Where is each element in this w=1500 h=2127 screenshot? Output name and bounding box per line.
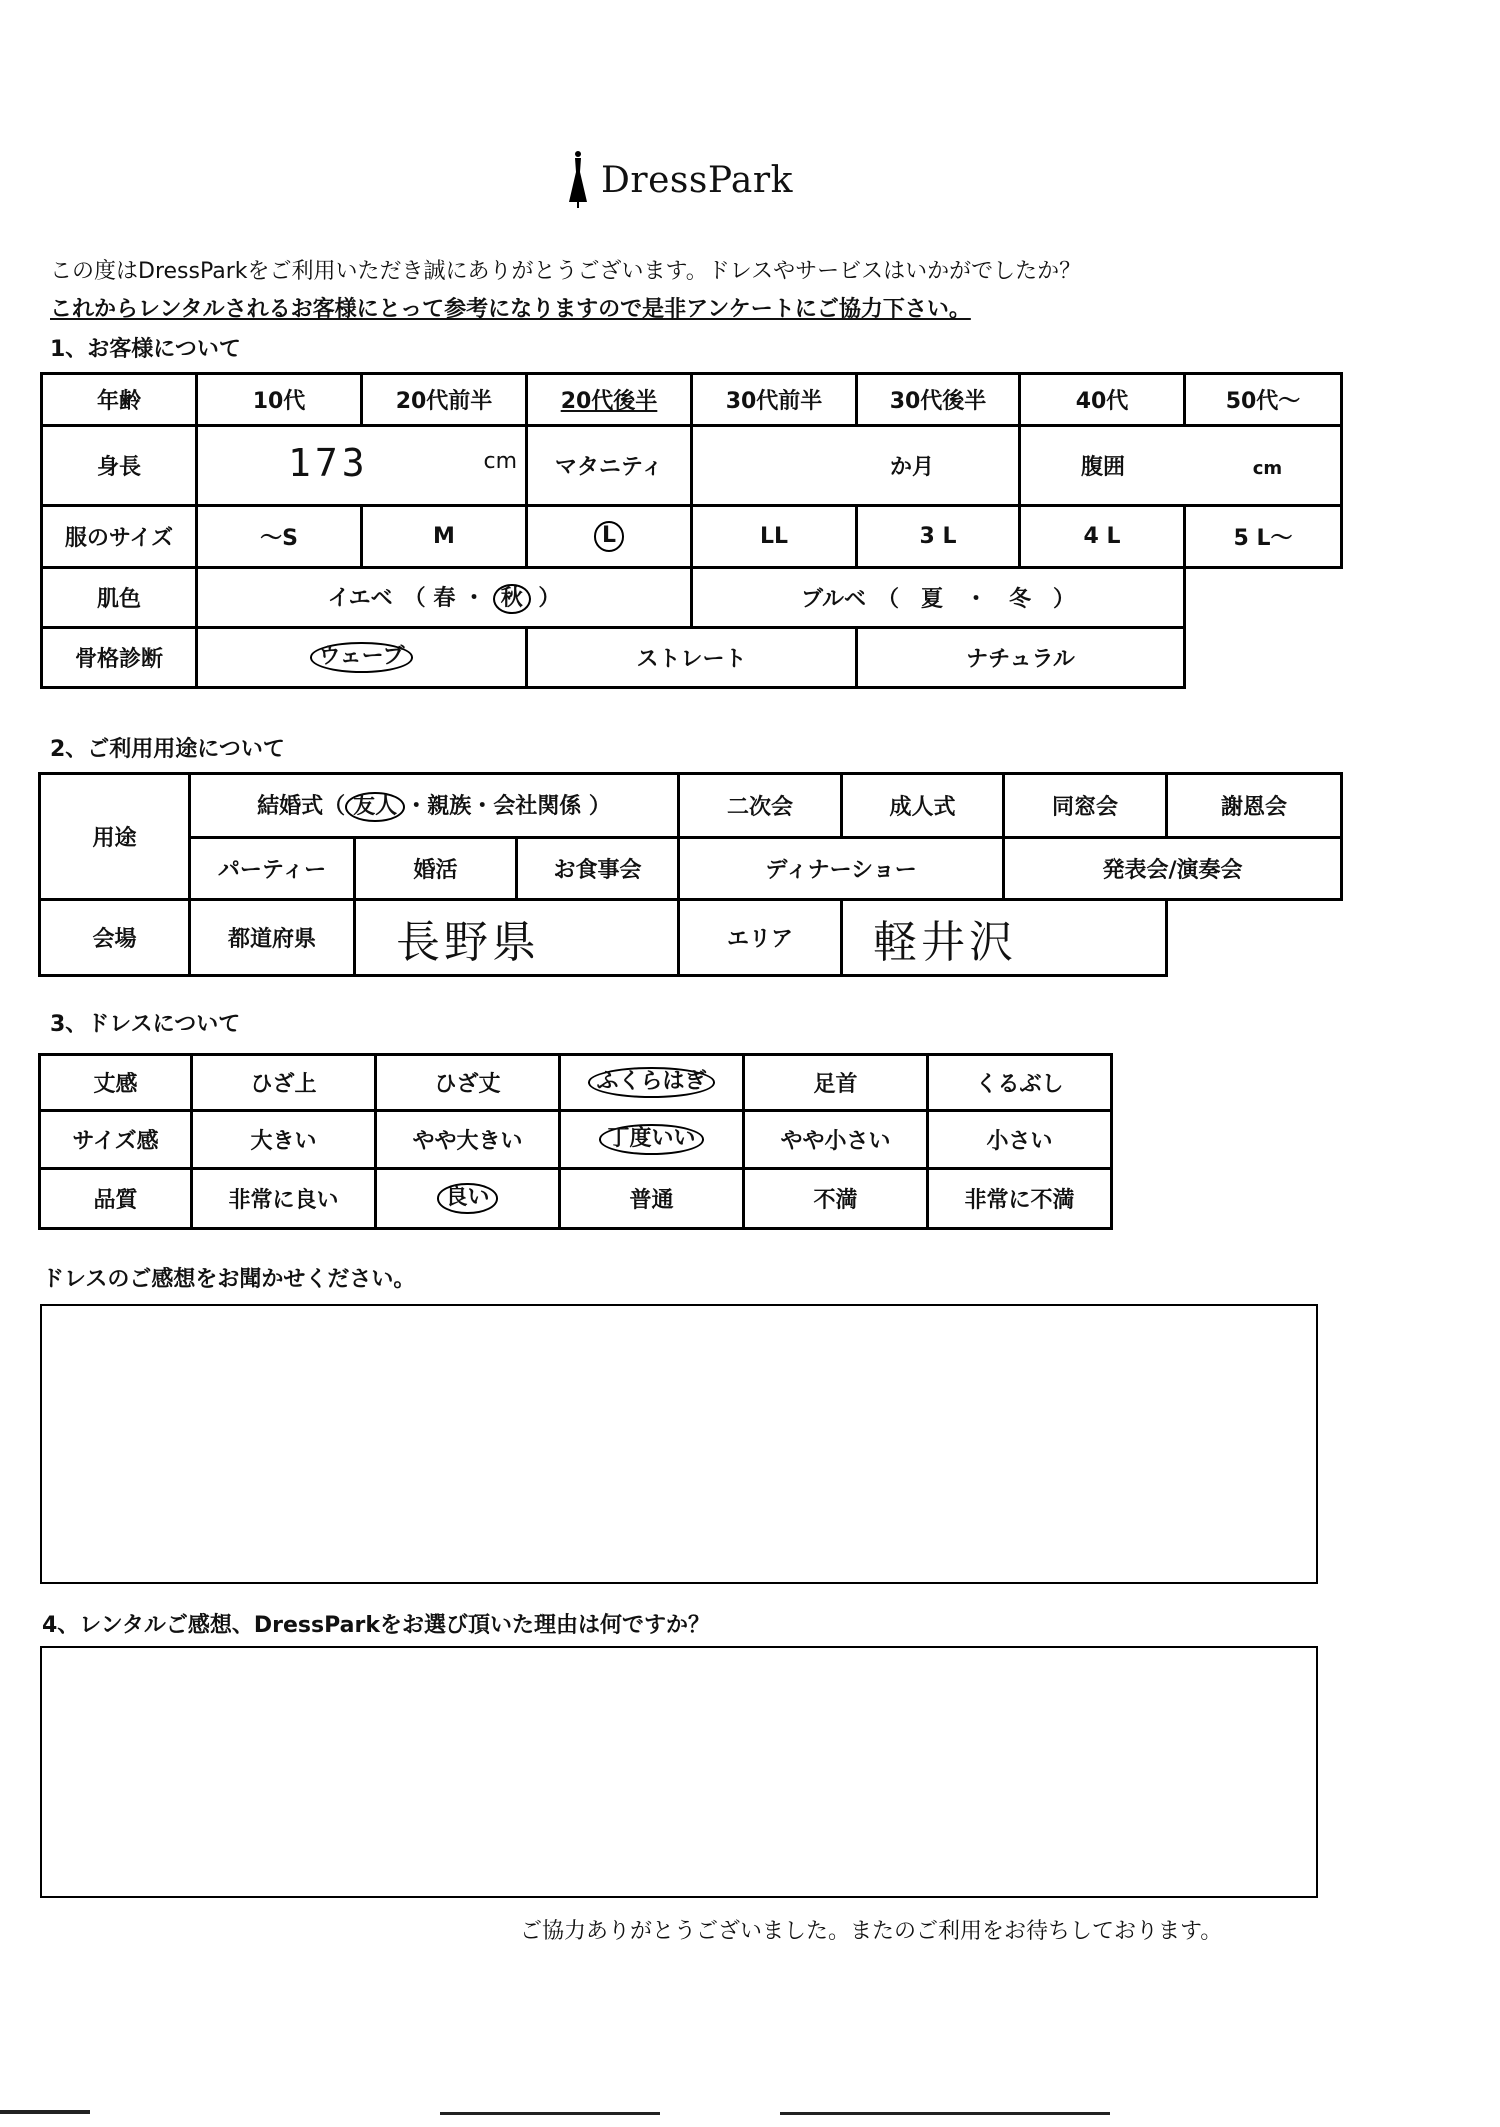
section-2-title: 2、ご利用用途について <box>50 737 285 762</box>
quality-option[interactable]: 不満 <box>744 1169 928 1229</box>
prefecture-field[interactable] <box>355 900 679 976</box>
age-option[interactable]: 30代前半 <box>692 374 857 426</box>
usage-row-2 <box>40 838 1342 900</box>
usage-option[interactable]: 成人式 <box>842 774 1004 838</box>
quality-option-selected[interactable] <box>376 1169 560 1229</box>
venue-row <box>40 900 1342 976</box>
quality-option[interactable]: 普通 <box>560 1169 744 1229</box>
waist-label: 腹囲 <box>1081 455 1126 480</box>
usage-option[interactable]: 謝恩会 <box>1167 774 1342 838</box>
usage-option[interactable]: 二次会 <box>679 774 842 838</box>
selected-fit: 丁度いい <box>599 1124 703 1154</box>
fit-option[interactable]: やや大きい <box>376 1111 560 1169</box>
dress-comment-prompt: ドレスのご感想をお聞かせください。 <box>42 1267 416 1292</box>
size-option[interactable]: 3 L <box>857 506 1020 568</box>
fit-option-selected[interactable] <box>560 1111 744 1169</box>
size-option[interactable]: LL <box>692 506 857 568</box>
height-unit: cm <box>483 449 517 474</box>
waist-unit: cm <box>1252 458 1283 479</box>
skin-row <box>42 568 1342 628</box>
autumn-option-selected[interactable]: 秋 <box>493 584 531 614</box>
scan-edge-mark <box>780 2112 1110 2115</box>
section-4-title: 4、レンタルご感想、DressParkをお選び頂いた理由は何ですか？ <box>42 1613 710 1638</box>
selected-quality: 良い <box>437 1183 497 1213</box>
area-value: 軽井沢 <box>873 916 1018 968</box>
venue-label: 会場 <box>40 900 190 976</box>
months-unit: か月 <box>889 455 934 480</box>
frame-option[interactable]: ナチュラル <box>857 628 1185 688</box>
length-row <box>40 1055 1112 1111</box>
quality-option[interactable]: 非常に不満 <box>928 1169 1112 1229</box>
age-option[interactable]: 20代前半 <box>362 374 527 426</box>
selected-size: L <box>594 521 624 551</box>
usage-option[interactable]: 婚活 <box>355 838 517 900</box>
age-option[interactable]: 30代後半 <box>857 374 1020 426</box>
age-option[interactable]: 50代～ <box>1185 374 1342 426</box>
size-option[interactable]: 5 L～ <box>1185 506 1342 568</box>
yellow-base-option[interactable] <box>197 568 692 628</box>
age-option-selected[interactable] <box>527 374 692 426</box>
quality-label: 品質 <box>40 1169 192 1229</box>
height-row <box>42 426 1342 506</box>
selected-frame: ウェーブ <box>310 642 412 672</box>
fit-option[interactable]: 大きい <box>192 1111 376 1169</box>
frame-label: 骨格診断 <box>42 628 197 688</box>
yellow-base-close: ） <box>538 585 561 611</box>
usage-table <box>38 772 1343 977</box>
length-label: 丈感 <box>40 1055 192 1111</box>
size-option[interactable]: 4 L <box>1020 506 1185 568</box>
size-option[interactable]: M <box>362 506 527 568</box>
fit-option[interactable]: やや小さい <box>744 1111 928 1169</box>
frame-option[interactable]: ストレート <box>527 628 857 688</box>
length-option[interactable]: くるぶし <box>928 1055 1112 1111</box>
dress-table <box>38 1053 1113 1230</box>
size-row <box>42 506 1342 568</box>
usage-row-1 <box>40 774 1342 838</box>
size-option-selected[interactable] <box>527 506 692 568</box>
size-label: 服のサイズ <box>42 506 197 568</box>
empty-cell <box>1185 568 1342 628</box>
logo <box>565 150 793 210</box>
quality-row <box>40 1169 1112 1229</box>
age-option[interactable]: 40代 <box>1020 374 1185 426</box>
length-option[interactable]: ひざ丈 <box>376 1055 560 1111</box>
selected-length: ふくらはぎ <box>588 1067 714 1097</box>
maternity-months-field[interactable] <box>692 426 1020 506</box>
intro-line-1: この度はDressParkをご利用いただき誠にありがとうございます。ドレスやサービスはいかがでしたか？ <box>50 259 1082 284</box>
wedding-prefix: 結婚式（ <box>257 793 346 819</box>
size-option[interactable]: ～S <box>197 506 362 568</box>
usage-option[interactable]: 同窓会 <box>1004 774 1167 838</box>
rental-comment-box[interactable] <box>40 1646 1318 1898</box>
empty-cell <box>1185 628 1342 688</box>
prefecture-value: 長野県 <box>396 916 540 968</box>
blue-base-option[interactable]: ブルベ （ 夏 ・ 冬 ） <box>692 568 1185 628</box>
selected-age: 20代後半 <box>560 389 658 414</box>
length-option[interactable]: ひざ上 <box>192 1055 376 1111</box>
yellow-base-prefix: イエベ （ <box>327 585 426 611</box>
frame-option-selected[interactable] <box>197 628 527 688</box>
usage-label: 用途 <box>40 774 190 900</box>
height-label: 身長 <box>42 426 197 506</box>
separator-dot: ・ <box>463 585 486 611</box>
frame-row <box>42 628 1342 688</box>
dress-icon <box>565 150 591 210</box>
usage-option[interactable]: お食事会 <box>517 838 679 900</box>
thanks-message: ご協力ありがとうございました。またのご利用をお待ちしております。 <box>520 1919 1223 1944</box>
empty-cell <box>1167 900 1342 976</box>
section-3-title: 3、ドレスについて <box>50 1012 241 1037</box>
spring-option[interactable]: 春 <box>433 585 456 611</box>
fit-option[interactable]: 小さい <box>928 1111 1112 1169</box>
quality-option[interactable]: 非常に良い <box>192 1169 376 1229</box>
dress-comment-box[interactable] <box>40 1304 1318 1584</box>
usage-option[interactable]: ディナーショー <box>679 838 1004 900</box>
usage-option[interactable]: 発表会/演奏会 <box>1004 838 1342 900</box>
age-option[interactable]: 10代 <box>197 374 362 426</box>
usage-option[interactable]: パーティー <box>190 838 355 900</box>
section-1-title: 1、お客様について <box>50 337 241 362</box>
age-row <box>42 374 1342 426</box>
customer-table <box>40 372 1343 689</box>
length-option[interactable]: 足首 <box>744 1055 928 1111</box>
age-label: 年齢 <box>42 374 197 426</box>
fit-row <box>40 1111 1112 1169</box>
intro-line-2: これからレンタルされるお客様にとって参考になりますので是非アンケートにご協力下さい。 <box>50 297 971 322</box>
scan-edge-mark <box>440 2112 660 2115</box>
height-field[interactable] <box>197 426 527 506</box>
maternity-label: マタニティ <box>527 426 692 506</box>
friend-option-selected[interactable]: 友人 <box>345 792 405 822</box>
wedding-rest: ・親族・会社関係 ） <box>405 793 611 819</box>
wedding-option[interactable] <box>190 774 679 838</box>
scan-edge-mark <box>0 2110 90 2114</box>
height-value: 173 <box>288 441 369 485</box>
logo-text: DressPark <box>601 159 793 201</box>
fit-label: サイズ感 <box>40 1111 192 1169</box>
waist-field[interactable] <box>1020 426 1342 506</box>
area-field[interactable] <box>842 900 1167 976</box>
length-option-selected[interactable] <box>560 1055 744 1111</box>
area-label: エリア <box>679 900 842 976</box>
prefecture-label: 都道府県 <box>190 900 355 976</box>
skin-label: 肌色 <box>42 568 197 628</box>
